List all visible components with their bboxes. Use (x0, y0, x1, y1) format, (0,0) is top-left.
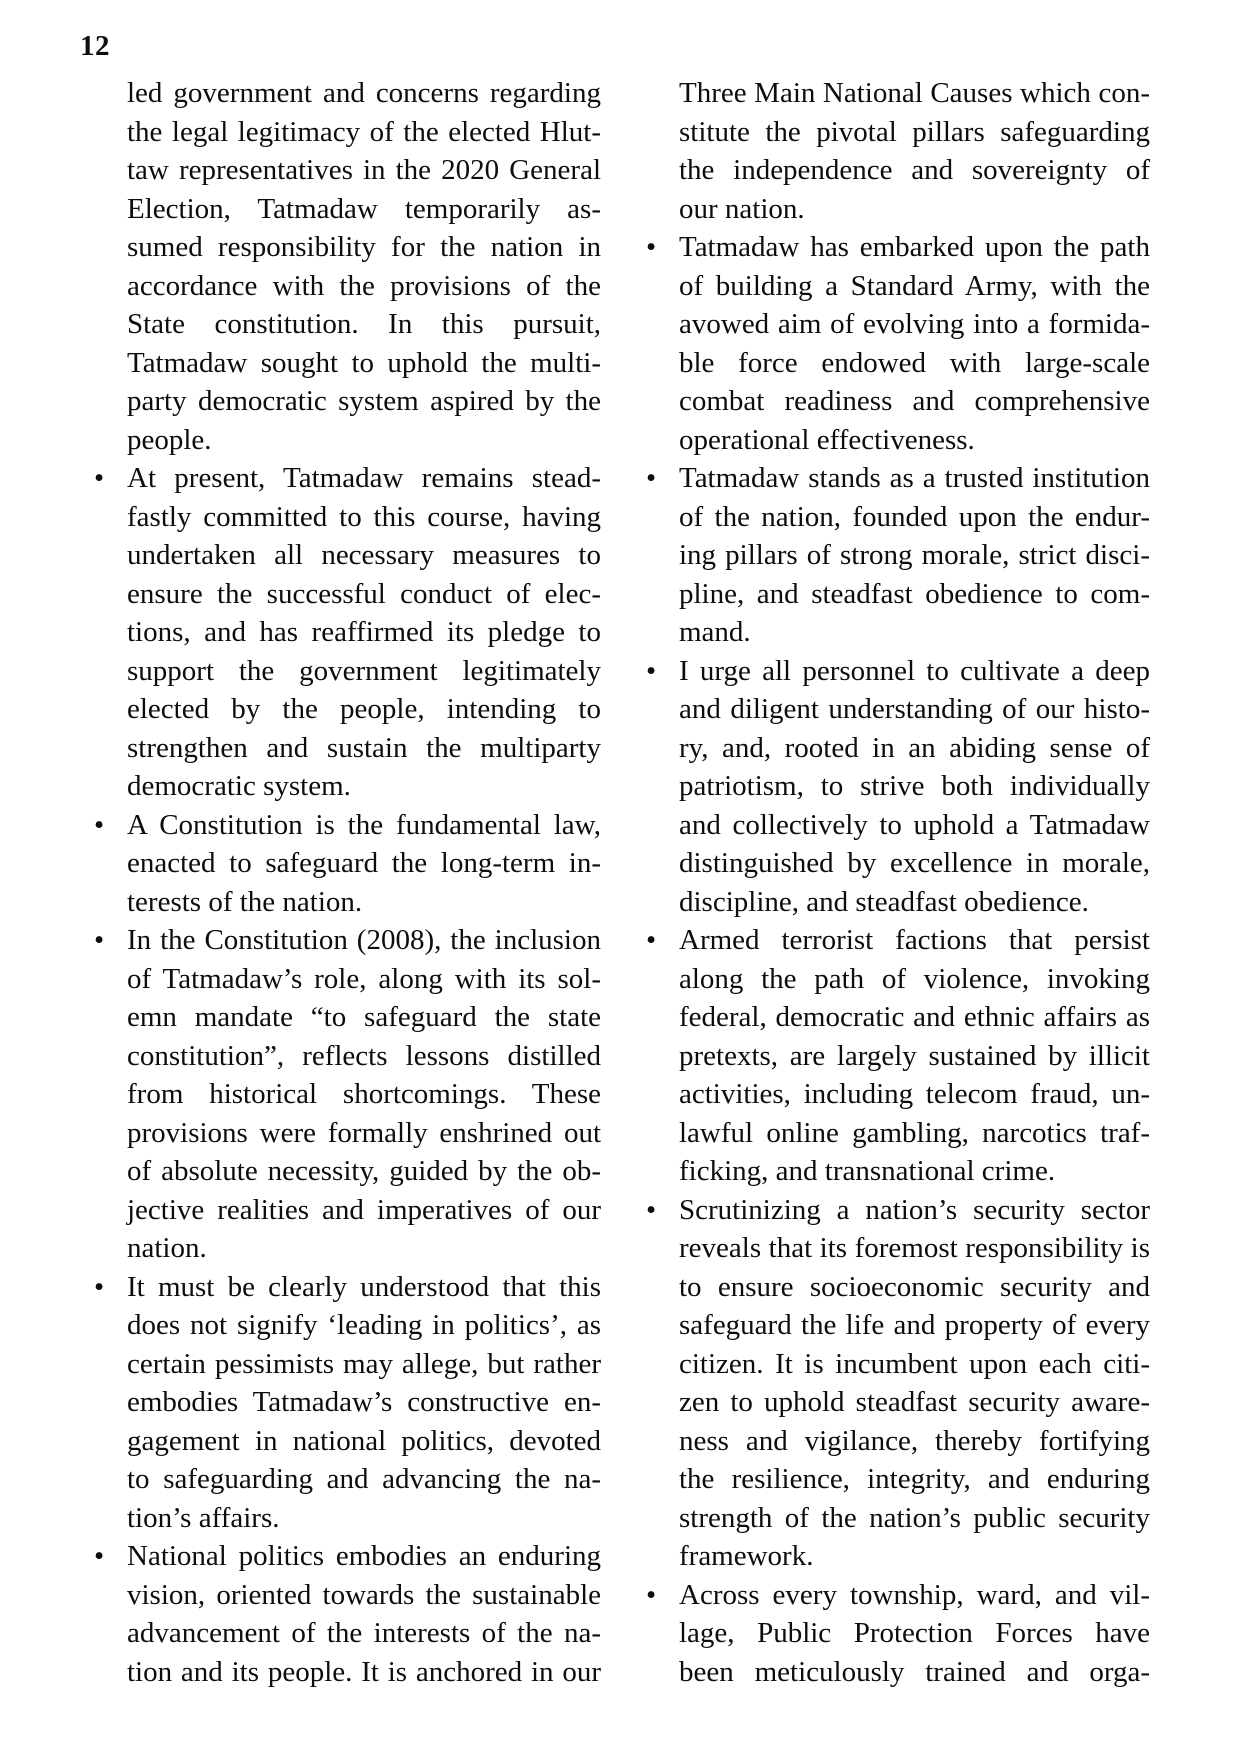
text-line: of the nation, founded upon the endur- (679, 500, 1150, 533)
bullet-item (646, 921, 1150, 1191)
text-line: A Constitution is the fundamental law, (127, 808, 601, 841)
bullet-item (646, 1576, 1150, 1692)
text-line: tions, and has reaffirmed its pledge to (127, 616, 601, 648)
text-line: certain pessimists may allege, but rather (127, 1347, 601, 1380)
text-line: our nation. (679, 192, 805, 225)
text-line: from historical shortcomings. These (127, 1078, 601, 1110)
text-line: gagement in national politics, devoted (127, 1424, 601, 1457)
text-line: In the Constitution (2008), the inclusion (127, 924, 601, 956)
text-line: of absolute necessity, guided by the ob- (127, 1155, 601, 1187)
text-line: It must be clearly understood that this (127, 1270, 601, 1303)
bullet-icon: • (646, 1193, 657, 1226)
text-line: Three Main National Causes which con- (679, 77, 1150, 109)
text-line: At present, Tatmadaw remains stead- (127, 462, 601, 494)
text-line: embodies Tatmadaw’s constructive en- (127, 1386, 601, 1418)
text-line: ble force endowed with large-scale (679, 346, 1150, 379)
bullet-item (94, 921, 601, 1268)
text-line: Tatmadaw has embarked upon the path (679, 231, 1150, 263)
text-line: combat readiness and comprehensive (679, 385, 1150, 417)
text-line: and collectively to uphold a Tatmadaw (679, 808, 1150, 841)
text-line: and diligent understanding of our histo- (679, 693, 1150, 725)
bullet-icon: • (646, 462, 657, 494)
bullet-icon: • (94, 924, 105, 956)
text-line: ensure the successful conduct of elec- (127, 577, 601, 610)
text-line: tion and its people. It is anchored in our (127, 1655, 601, 1688)
text-line: mand. (679, 616, 751, 648)
text-line: operational effectiveness. (679, 423, 975, 456)
text-line: discipline, and steadfast obedience. (679, 885, 1089, 918)
text-line: enacted to safeguard the long-term in- (127, 847, 601, 879)
text-line: provisions were formally enshrined out (127, 1116, 601, 1149)
page-number: 12 (80, 30, 110, 62)
text-line: democratic system. (127, 770, 351, 802)
text-line: Across every township, ward, and vil- (679, 1578, 1150, 1611)
text-line: strengthen and sustain the multiparty (127, 731, 601, 764)
text-line: of building a Standard Army, with the (679, 269, 1150, 302)
text-line: of Tatmadaw’s role, along with its sol- (127, 962, 601, 995)
text-line: led government and concerns regarding (127, 77, 601, 109)
text-line: taw representatives in the 2020 General (127, 154, 601, 186)
text-line: nation. (127, 1232, 207, 1264)
paragraph-continuation (127, 74, 601, 459)
text-line: Tatmadaw sought to uphold the multi- (127, 346, 601, 379)
text-line: activities, including telecom fraud, un- (679, 1078, 1150, 1110)
text-line: fastly committed to this course, having (127, 500, 601, 533)
text-line: support the government legitimately (127, 654, 601, 687)
bullet-item (94, 459, 601, 806)
text-line: accordance with the provisions of the (127, 269, 601, 302)
bullet-icon: • (646, 231, 657, 263)
text-line: safeguard the life and property of every (679, 1309, 1150, 1341)
text-line: the resilience, integrity, and enduring (679, 1463, 1150, 1495)
paragraph-continuation (679, 74, 1150, 228)
text-line: sumed responsibility for the nation in (127, 231, 601, 263)
text-line: undertaken all necessary measures to (127, 539, 601, 571)
text-line: framework. (679, 1540, 814, 1572)
text-line: people. (127, 423, 212, 456)
bullet-item (646, 652, 1150, 922)
bullet-icon: • (94, 808, 105, 841)
text-line: terests of the nation. (127, 885, 363, 918)
bullet-icon: • (94, 1540, 105, 1572)
text-line: federal, democratic and ethnic affairs as (679, 1001, 1150, 1033)
text-line: jective realities and imperatives of our (127, 1193, 601, 1226)
text-line: avowed aim of evolving into a formida- (679, 308, 1150, 340)
text-line: along the path of violence, invoking (679, 962, 1150, 995)
right-column (646, 74, 1150, 1691)
text-line: pretexts, are largely sustained by illicit (679, 1039, 1150, 1072)
bullet-icon: • (646, 654, 657, 687)
text-line: advancement of the interests of the na- (127, 1617, 601, 1649)
text-line: ry, and, rooted in an abiding sense of (679, 731, 1150, 764)
bullet-item (646, 1191, 1150, 1576)
text-line: tion’s affairs. (127, 1501, 280, 1534)
left-column (94, 74, 601, 1691)
text-line: lawful online gambling, narcotics traf- (679, 1116, 1150, 1149)
text-line: State constitution. In this pursuit, (127, 308, 601, 340)
bullet-item (646, 459, 1150, 652)
text-line: ficking, and transnational crime. (679, 1155, 1056, 1187)
text-line: citizen. It is incumbent upon each citi- (679, 1347, 1150, 1380)
text-line: ness and vigilance, thereby fortifying (679, 1424, 1150, 1457)
text-line: does not signify ‘leading in politics’, as (127, 1309, 601, 1341)
text-line: vision, oriented towards the sustainable (127, 1578, 601, 1611)
bullet-icon: • (646, 924, 657, 956)
text-line: zen to uphold steadfast security aware- (679, 1386, 1150, 1418)
text-line: stitute the pivotal pillars safeguarding (679, 115, 1150, 148)
bullet-item (94, 1537, 601, 1691)
text-line: been meticulously trained and orga- (679, 1655, 1150, 1688)
text-line: constitution”, reflects lessons distilled (127, 1039, 601, 1072)
text-line: National politics embodies an enduring (127, 1540, 601, 1572)
text-line: strength of the nation’s public security (679, 1501, 1150, 1534)
text-line: party democratic system aspired by the (127, 385, 601, 417)
bullet-item (646, 228, 1150, 459)
text-line: the independence and sovereignty of (679, 154, 1150, 186)
bullet-item (94, 1268, 601, 1538)
text-line: patriotism, to strive both individually (679, 770, 1150, 802)
text-line: to safeguarding and advancing the na- (127, 1463, 601, 1495)
text-line: to ensure socioeconomic security and (679, 1270, 1150, 1303)
text-line: elected by the people, intending to (127, 693, 601, 725)
bullet-icon: • (94, 1270, 105, 1303)
text-line: Tatmadaw stands as a trusted institution (679, 462, 1150, 494)
text-line: pline, and steadfast obedience to com- (679, 577, 1150, 610)
text-line: I urge all personnel to cultivate a deep (679, 654, 1150, 687)
text-line: reveals that its foremost responsibility is (679, 1232, 1150, 1264)
text-line: ing pillars of strong morale, strict disci- (679, 539, 1150, 571)
bullet-item (94, 806, 601, 922)
text-line: the legal legitimacy of the elected Hlut- (127, 115, 601, 148)
text-line: emn mandate “to safeguard the state (127, 1001, 601, 1033)
text-line: Election, Tatmadaw temporarily as- (127, 192, 601, 225)
text-line: Armed terrorist factions that persist (679, 924, 1150, 956)
text-line: Scrutinizing a nation’s security sector (679, 1193, 1150, 1226)
bullet-icon: • (94, 462, 105, 494)
text-line: lage, Public Protection Forces have (679, 1617, 1150, 1649)
text-line: distinguished by excellence in morale, (679, 847, 1150, 879)
bullet-icon: • (646, 1578, 657, 1611)
